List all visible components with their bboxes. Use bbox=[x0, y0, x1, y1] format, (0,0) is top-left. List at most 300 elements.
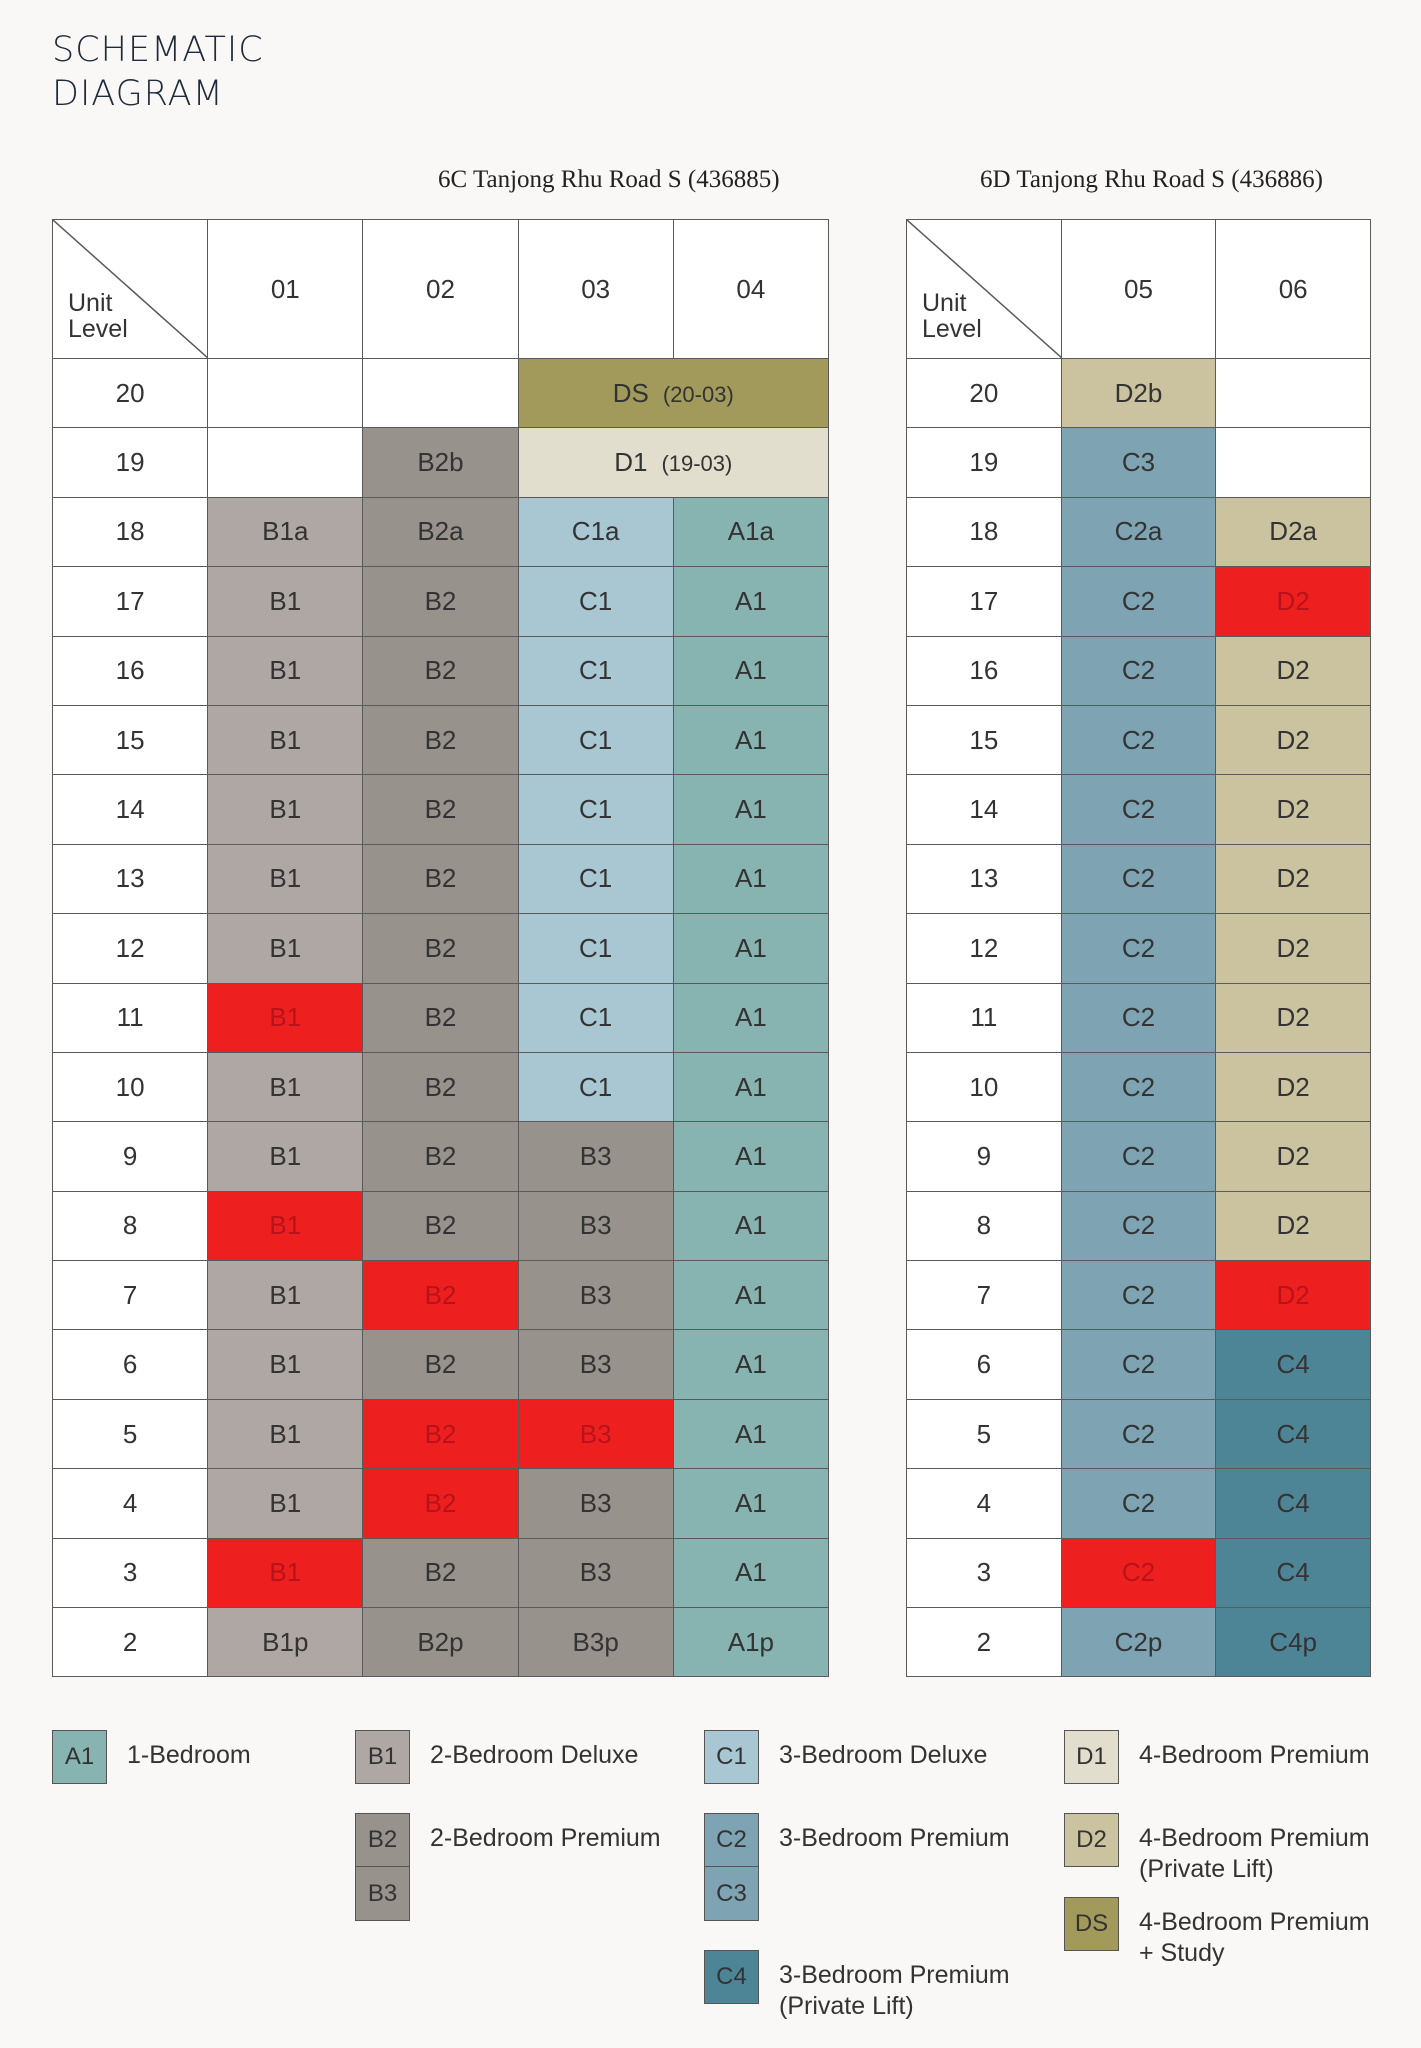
unit-type-label: C1 bbox=[579, 655, 613, 686]
unit-type-label: C4p bbox=[1269, 1626, 1317, 1657]
unit-cell[interactable] bbox=[673, 1191, 828, 1260]
unit-cell[interactable] bbox=[673, 1122, 828, 1191]
unit-cell[interactable] bbox=[673, 914, 828, 983]
unit-cell[interactable] bbox=[518, 428, 828, 497]
unit-type-label: D2 bbox=[1276, 1210, 1310, 1241]
unit-cell[interactable] bbox=[518, 1608, 673, 1677]
level-label: 13 bbox=[53, 844, 208, 913]
unit-cell[interactable] bbox=[1061, 636, 1216, 705]
unit-type-label: B2 bbox=[424, 1071, 457, 1102]
unit-cell[interactable] bbox=[208, 1538, 363, 1607]
legend-label: 4-Bedroom Premium bbox=[1139, 1741, 1370, 1769]
unit-type-label: C2 bbox=[1121, 794, 1156, 825]
building-6d-table bbox=[906, 219, 1371, 1677]
unit-cell[interactable] bbox=[518, 705, 673, 774]
unit-cell[interactable] bbox=[673, 1052, 828, 1121]
unit-type-label: B3 bbox=[579, 1210, 612, 1241]
legend-label: 1-Bedroom bbox=[127, 1741, 251, 1769]
unit-cell[interactable] bbox=[363, 428, 518, 497]
unit-cell[interactable] bbox=[1061, 705, 1216, 774]
unit-type-label: B2 bbox=[424, 794, 457, 825]
unit-type-label: B2p bbox=[417, 1626, 464, 1657]
unit-cell[interactable] bbox=[363, 1191, 518, 1260]
unit-cell[interactable] bbox=[1061, 1469, 1216, 1538]
unit-type-label: D2 bbox=[1276, 724, 1310, 755]
unit-cell[interactable] bbox=[208, 914, 363, 983]
level-row bbox=[53, 1469, 829, 1538]
building-6c-table bbox=[52, 219, 829, 1677]
legend-swatch: DS bbox=[1064, 1897, 1119, 1951]
unit-cell[interactable] bbox=[673, 705, 828, 774]
level-row bbox=[53, 428, 829, 497]
level-row bbox=[53, 567, 829, 636]
unit-type-label: B2 bbox=[424, 724, 457, 755]
unit-type-label: C4 bbox=[1276, 1349, 1310, 1380]
unit-cell[interactable] bbox=[1216, 705, 1371, 774]
unit-cell[interactable] bbox=[363, 1052, 518, 1121]
unit-type-label: A1 bbox=[734, 863, 767, 894]
level-label: 3 bbox=[53, 1538, 208, 1607]
unit-type-label: B1 bbox=[269, 724, 302, 755]
unit-type-label: B1 bbox=[269, 1279, 302, 1310]
unit-type-label: D2 bbox=[1276, 932, 1310, 963]
unit-type-label: B1 bbox=[269, 863, 302, 894]
level-label: 19 bbox=[53, 428, 208, 497]
level-label: 16 bbox=[907, 636, 1062, 705]
legend-swatch-stack bbox=[355, 1730, 410, 1784]
unit-type-label: A1 bbox=[734, 1418, 767, 1449]
unit-cell[interactable] bbox=[1216, 1261, 1371, 1330]
unit-cell[interactable] bbox=[518, 1052, 673, 1121]
unit-cell[interactable] bbox=[208, 705, 363, 774]
unit-cell[interactable] bbox=[1061, 844, 1216, 913]
legend-item-c4 bbox=[704, 1950, 1010, 2022]
level-label: 4 bbox=[53, 1469, 208, 1538]
unit-cell[interactable] bbox=[1216, 1191, 1371, 1260]
unit-type-label: C2 bbox=[1121, 724, 1156, 755]
unit-cell[interactable] bbox=[518, 1261, 673, 1330]
unit-cell[interactable] bbox=[518, 1330, 673, 1399]
unit-type-label: A1 bbox=[734, 1071, 767, 1102]
unit-cell[interactable] bbox=[518, 775, 673, 844]
unit-type-label: C2 bbox=[1121, 1279, 1156, 1310]
legend-swatch: B2 bbox=[355, 1813, 410, 1867]
corner-unit-label: Unit bbox=[68, 289, 113, 317]
legend-label: 2-Bedroom Deluxe bbox=[430, 1741, 639, 1769]
unit-type-label: C1 bbox=[579, 1071, 613, 1102]
legend-swatch: C1 bbox=[704, 1730, 759, 1784]
unit-cell[interactable] bbox=[363, 983, 518, 1052]
unit-type-label: B2b bbox=[417, 447, 464, 478]
unit-type-label: A1 bbox=[734, 724, 767, 755]
unit-type-label: B1p bbox=[262, 1626, 309, 1657]
unit-type-label: B2 bbox=[424, 1557, 457, 1588]
level-label: 20 bbox=[907, 359, 1062, 428]
level-label: 12 bbox=[53, 914, 208, 983]
unit-type-label: A1 bbox=[734, 655, 767, 686]
unit-cell[interactable] bbox=[518, 983, 673, 1052]
empty-cell bbox=[208, 359, 363, 428]
unit-cell[interactable] bbox=[1061, 1608, 1216, 1677]
unit-type-label: B2 bbox=[424, 1140, 457, 1171]
level-row bbox=[907, 1122, 1371, 1191]
legend-swatch: C3 bbox=[704, 1867, 759, 1921]
unit-cell[interactable] bbox=[673, 1469, 828, 1538]
level-label: 20 bbox=[53, 359, 208, 428]
unit-cell[interactable] bbox=[673, 983, 828, 1052]
unit-cell[interactable] bbox=[1216, 1330, 1371, 1399]
level-row bbox=[907, 567, 1371, 636]
unit-type-label: A1 bbox=[734, 1279, 767, 1310]
level-row bbox=[53, 844, 829, 913]
unit-type-label: B2 bbox=[424, 585, 457, 616]
unit-type-label: B2 bbox=[424, 863, 457, 894]
unit-cell[interactable] bbox=[1061, 1399, 1216, 1468]
corner-unit-label: Unit bbox=[922, 289, 967, 317]
unit-cell[interactable] bbox=[1216, 1538, 1371, 1607]
unit-cell[interactable] bbox=[208, 775, 363, 844]
unit-type-label: B1 bbox=[269, 1349, 302, 1380]
unit-type-label: C1 bbox=[579, 1002, 613, 1033]
unit-level-corner bbox=[53, 220, 208, 359]
level-label: 2 bbox=[907, 1608, 1062, 1677]
unit-cell[interactable] bbox=[1216, 497, 1371, 566]
level-label: 2 bbox=[53, 1608, 208, 1677]
unit-cell[interactable] bbox=[208, 983, 363, 1052]
unit-cell[interactable] bbox=[363, 567, 518, 636]
unit-type-label: C2p bbox=[1114, 1626, 1163, 1657]
unit-type-label: C2 bbox=[1121, 1349, 1156, 1380]
legend-swatch: D1 bbox=[1064, 1730, 1119, 1784]
unit-cell[interactable] bbox=[363, 775, 518, 844]
unit-type-label: B2 bbox=[424, 932, 457, 963]
unit-cell[interactable] bbox=[208, 1052, 363, 1121]
unit-type-label: C2 bbox=[1121, 932, 1156, 963]
legend-label: 3-Bedroom Deluxe bbox=[779, 1741, 988, 1769]
level-label: 13 bbox=[907, 844, 1062, 913]
unit-type-label: C2 bbox=[1121, 1557, 1156, 1588]
level-label: 16 bbox=[53, 636, 208, 705]
unit-type-label: C1a bbox=[571, 516, 620, 547]
unit-type-label: B2 bbox=[424, 1418, 457, 1449]
legend-swatch-stack bbox=[1064, 1897, 1119, 1951]
unit-cell[interactable] bbox=[673, 497, 828, 566]
unit-cell[interactable] bbox=[208, 1191, 363, 1260]
unit-cell[interactable] bbox=[208, 497, 363, 566]
unit-cell[interactable] bbox=[363, 1399, 518, 1468]
unit-type-label: B1 bbox=[269, 932, 302, 963]
legend-label: 4-Bedroom Premium (Private Lift) bbox=[1139, 1824, 1370, 1883]
level-label: 4 bbox=[907, 1469, 1062, 1538]
unit-cell[interactable] bbox=[1061, 567, 1216, 636]
legend-item-ds bbox=[1064, 1897, 1370, 1969]
column-header-02: 02 bbox=[363, 220, 518, 359]
level-label: 14 bbox=[907, 775, 1062, 844]
level-row bbox=[53, 497, 829, 566]
unit-cell[interactable] bbox=[363, 497, 518, 566]
level-row bbox=[907, 1330, 1371, 1399]
legend-swatch-stack bbox=[704, 1730, 759, 1784]
unit-cell[interactable] bbox=[518, 1191, 673, 1260]
unit-type-label: A1 bbox=[734, 1140, 767, 1171]
unit-cell[interactable] bbox=[208, 1122, 363, 1191]
unit-type-label: B3 bbox=[579, 1418, 612, 1449]
unit-cell[interactable] bbox=[673, 1399, 828, 1468]
unit-type-label: C4 bbox=[1276, 1557, 1310, 1588]
level-row bbox=[907, 636, 1371, 705]
unit-type-label: B1 bbox=[269, 1210, 302, 1241]
unit-type-label: D2 bbox=[1276, 655, 1310, 686]
level-row bbox=[53, 1608, 829, 1677]
unit-type-label: B1 bbox=[269, 1557, 302, 1588]
unit-cell[interactable] bbox=[363, 1122, 518, 1191]
level-label: 6 bbox=[907, 1330, 1062, 1399]
unit-type-label: B2 bbox=[424, 1210, 457, 1241]
unit-cell[interactable] bbox=[1216, 1052, 1371, 1121]
unit-type-label: C2 bbox=[1121, 1140, 1156, 1171]
unit-type-label: C1 bbox=[579, 585, 613, 616]
unit-cell[interactable] bbox=[1216, 844, 1371, 913]
unit-type-label: A1 bbox=[734, 1487, 767, 1518]
unit-cell[interactable] bbox=[1061, 1191, 1216, 1260]
column-header-06: 06 bbox=[1216, 220, 1371, 359]
unit-type-label: B2 bbox=[424, 1487, 457, 1518]
level-row bbox=[53, 1399, 829, 1468]
legend-swatch-stack bbox=[1064, 1813, 1119, 1867]
unit-cell[interactable] bbox=[363, 636, 518, 705]
unit-type-label: B1 bbox=[269, 794, 302, 825]
unit-type-label: B3 bbox=[579, 1349, 612, 1380]
level-row bbox=[53, 636, 829, 705]
unit-type-label: A1a bbox=[727, 516, 774, 547]
unit-cell[interactable] bbox=[208, 636, 363, 705]
unit-type-label: C1 bbox=[579, 724, 613, 755]
legend-item-c1 bbox=[704, 1730, 987, 1784]
level-label: 11 bbox=[53, 983, 208, 1052]
legend-swatch: C2 bbox=[704, 1813, 759, 1867]
unit-cell[interactable] bbox=[1061, 1538, 1216, 1607]
unit-cell[interactable] bbox=[208, 567, 363, 636]
unit-cell[interactable] bbox=[673, 567, 828, 636]
legend-swatch: A1 bbox=[52, 1730, 107, 1784]
unit-cell[interactable] bbox=[1061, 983, 1216, 1052]
level-label: 6 bbox=[53, 1330, 208, 1399]
unit-cell[interactable] bbox=[208, 1469, 363, 1538]
unit-cell[interactable] bbox=[208, 1399, 363, 1468]
unit-type-label: A1 bbox=[734, 1002, 767, 1033]
unit-cell[interactable] bbox=[673, 1261, 828, 1330]
unit-cell[interactable] bbox=[518, 914, 673, 983]
legend-item-c2 bbox=[704, 1813, 1010, 1921]
corner-level-label: Level bbox=[68, 315, 128, 343]
unit-type-label: C4 bbox=[1276, 1418, 1310, 1449]
unit-type-label: DS bbox=[612, 377, 649, 408]
unit-cell[interactable] bbox=[1061, 359, 1216, 428]
level-label: 9 bbox=[907, 1122, 1062, 1191]
unit-cell[interactable] bbox=[673, 775, 828, 844]
unit-cell[interactable] bbox=[518, 636, 673, 705]
legend-swatch-stack bbox=[704, 1813, 759, 1921]
legend-item-d1 bbox=[1064, 1730, 1370, 1784]
unit-type-label: B1 bbox=[269, 1140, 302, 1171]
unit-cell[interactable] bbox=[208, 1261, 363, 1330]
unit-cell[interactable] bbox=[518, 1538, 673, 1607]
title-line-2: DIAGRAM bbox=[52, 74, 224, 114]
unit-cell[interactable] bbox=[363, 705, 518, 774]
unit-cell[interactable] bbox=[1216, 636, 1371, 705]
unit-type-label: C2 bbox=[1121, 585, 1156, 616]
unit-cell[interactable] bbox=[208, 1608, 363, 1677]
unit-cell[interactable] bbox=[518, 567, 673, 636]
unit-cell[interactable] bbox=[518, 844, 673, 913]
level-label: 10 bbox=[53, 1052, 208, 1121]
unit-cell[interactable] bbox=[363, 1608, 518, 1677]
level-row bbox=[907, 1261, 1371, 1330]
level-label: 18 bbox=[907, 497, 1062, 566]
unit-cell[interactable] bbox=[673, 1538, 828, 1607]
unit-cell[interactable] bbox=[363, 1330, 518, 1399]
level-label: 8 bbox=[53, 1191, 208, 1260]
unit-cell[interactable] bbox=[1216, 567, 1371, 636]
level-row bbox=[907, 914, 1371, 983]
unit-cell[interactable] bbox=[1216, 1469, 1371, 1538]
unit-cell[interactable] bbox=[518, 1399, 673, 1468]
unit-cell[interactable] bbox=[673, 636, 828, 705]
empty-cell bbox=[1216, 428, 1371, 497]
unit-level-corner bbox=[907, 220, 1062, 359]
unit-cell[interactable] bbox=[673, 844, 828, 913]
column-header-05: 05 bbox=[1061, 220, 1216, 359]
unit-cell[interactable] bbox=[1216, 1122, 1371, 1191]
unit-cell[interactable] bbox=[363, 844, 518, 913]
unit-cell[interactable] bbox=[518, 1122, 673, 1191]
unit-type-label: B2a bbox=[417, 516, 464, 547]
level-row bbox=[53, 1191, 829, 1260]
level-label: 5 bbox=[907, 1399, 1062, 1468]
level-row bbox=[907, 1052, 1371, 1121]
level-label: 14 bbox=[53, 775, 208, 844]
unit-cell[interactable] bbox=[1061, 1261, 1216, 1330]
unit-type-label: A1 bbox=[734, 1557, 767, 1588]
unit-cell[interactable] bbox=[518, 1469, 673, 1538]
level-row bbox=[53, 1052, 829, 1121]
unit-cell[interactable] bbox=[518, 359, 828, 428]
unit-type-label: C1 bbox=[579, 932, 613, 963]
unit-cell[interactable] bbox=[1061, 1330, 1216, 1399]
legend-swatch: D2 bbox=[1064, 1813, 1119, 1867]
column-header-01: 01 bbox=[208, 220, 363, 359]
level-row bbox=[53, 1122, 829, 1191]
unit-type-label: D2b bbox=[1114, 377, 1163, 408]
unit-type-label: A1 bbox=[734, 794, 767, 825]
level-row bbox=[53, 359, 829, 428]
unit-cell[interactable] bbox=[363, 914, 518, 983]
level-row bbox=[907, 359, 1371, 428]
title-line-1: SCHEMATIC bbox=[52, 30, 264, 70]
level-row bbox=[907, 428, 1371, 497]
unit-type-label: B1 bbox=[269, 1418, 302, 1449]
level-label: 9 bbox=[53, 1122, 208, 1191]
level-label: 5 bbox=[53, 1399, 208, 1468]
level-row bbox=[907, 497, 1371, 566]
unit-cell[interactable] bbox=[363, 1261, 518, 1330]
unit-type-label: B3 bbox=[579, 1279, 612, 1310]
unit-cell[interactable] bbox=[1216, 775, 1371, 844]
unit-type-label: D2 bbox=[1276, 1071, 1310, 1102]
legend-label: 2-Bedroom Premium bbox=[430, 1824, 661, 1852]
unit-type-label: C2 bbox=[1121, 1002, 1156, 1033]
unit-type-label: D2 bbox=[1276, 1140, 1310, 1171]
empty-cell bbox=[363, 359, 518, 428]
legend-swatch: B3 bbox=[355, 1867, 410, 1921]
unit-cell[interactable] bbox=[208, 1330, 363, 1399]
level-label: 8 bbox=[907, 1191, 1062, 1260]
level-row bbox=[53, 705, 829, 774]
level-row bbox=[907, 1608, 1371, 1677]
legend-item-d2 bbox=[1064, 1813, 1370, 1885]
unit-cell[interactable] bbox=[1216, 1608, 1371, 1677]
level-row bbox=[907, 1469, 1371, 1538]
unit-cell[interactable] bbox=[1061, 914, 1216, 983]
unit-type-label: A1 bbox=[734, 1210, 767, 1241]
unit-cell[interactable] bbox=[1061, 428, 1216, 497]
level-label: 3 bbox=[907, 1538, 1062, 1607]
unit-type-label: D2 bbox=[1276, 585, 1310, 616]
unit-cell[interactable] bbox=[1061, 497, 1216, 566]
level-label: 7 bbox=[907, 1261, 1062, 1330]
unit-type-label: B2 bbox=[424, 655, 457, 686]
level-row bbox=[907, 705, 1371, 774]
unit-type-label: C2 bbox=[1121, 1487, 1156, 1518]
legend-label: 3-Bedroom Premium (Private Lift) bbox=[779, 1961, 1010, 2020]
level-row bbox=[907, 1191, 1371, 1260]
level-row bbox=[53, 1330, 829, 1399]
unit-cell[interactable] bbox=[208, 844, 363, 913]
unit-cell[interactable] bbox=[363, 1538, 518, 1607]
unit-cell[interactable] bbox=[1061, 1052, 1216, 1121]
level-label: 17 bbox=[907, 567, 1062, 636]
level-row bbox=[53, 1261, 829, 1330]
level-label: 15 bbox=[907, 705, 1062, 774]
unit-cell[interactable] bbox=[673, 1608, 828, 1677]
unit-cell[interactable] bbox=[1061, 1122, 1216, 1191]
unit-cell[interactable] bbox=[363, 1469, 518, 1538]
level-row bbox=[53, 775, 829, 844]
column-header-04: 04 bbox=[673, 220, 828, 359]
unit-type-label: C2a bbox=[1114, 516, 1163, 547]
legend-swatch-stack bbox=[704, 1950, 759, 2004]
level-row bbox=[907, 844, 1371, 913]
level-label: 17 bbox=[53, 567, 208, 636]
unit-type-label: C1 bbox=[579, 863, 613, 894]
level-label: 15 bbox=[53, 705, 208, 774]
unit-cell[interactable] bbox=[1216, 914, 1371, 983]
level-label: 11 bbox=[907, 983, 1062, 1052]
unit-cell[interactable] bbox=[518, 497, 673, 566]
unit-type-label: A1 bbox=[734, 1349, 767, 1380]
unit-cell[interactable] bbox=[673, 1330, 828, 1399]
unit-cell[interactable] bbox=[1061, 775, 1216, 844]
unit-type-label: B3 bbox=[579, 1140, 612, 1171]
legend-item-a1 bbox=[52, 1730, 251, 1784]
level-label: 10 bbox=[907, 1052, 1062, 1121]
unit-type-label: D1 bbox=[614, 447, 648, 478]
unit-type-label: B1 bbox=[269, 1071, 302, 1102]
unit-cell[interactable] bbox=[1216, 1399, 1371, 1468]
unit-cell[interactable] bbox=[1216, 983, 1371, 1052]
level-row bbox=[53, 914, 829, 983]
level-row bbox=[53, 1538, 829, 1607]
